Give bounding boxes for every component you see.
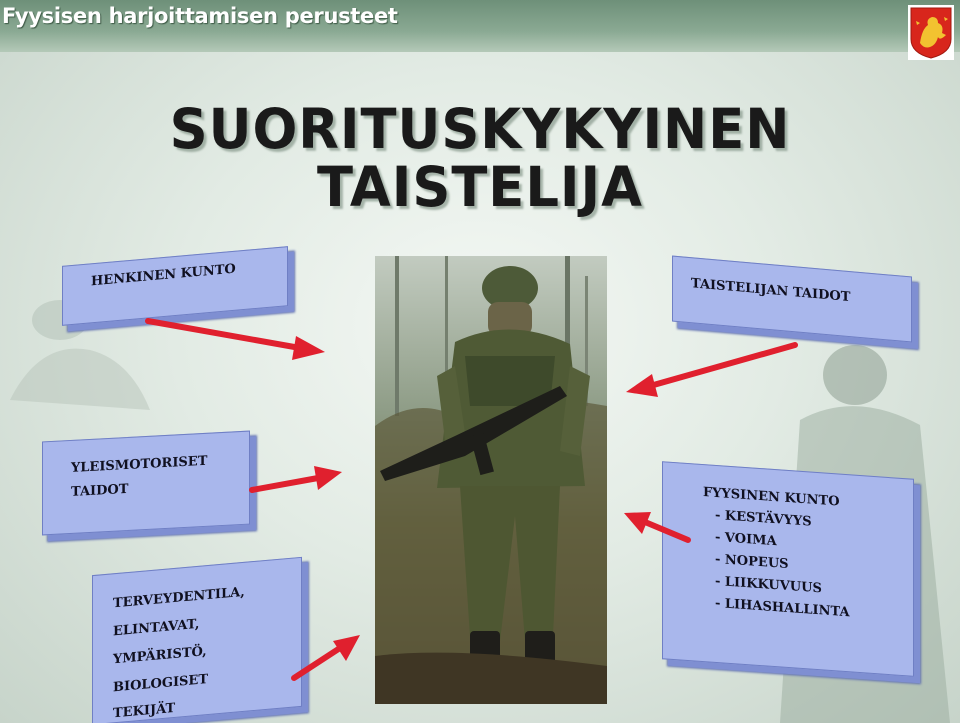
terveys-line3: YMPÄRISTÖ, [113,644,207,668]
terveys-line2: ELINTAVAT, [113,616,200,640]
box-yleismotoriset-line2: TAIDOT [71,481,129,500]
arrow-terveys-icon [294,635,360,678]
terveys-line4: BIOLOGISET [113,672,209,696]
fyysinen-line5: - LIIKKUVUUS [715,573,822,597]
box-taistelijan-taidot-text: TAISTELIJAN TAIDOT [691,276,851,306]
fyysinen-line1: FYYSINEN KUNTO [703,485,840,510]
terveys-line5: TEKIJÄT [113,700,176,722]
box-yleismotoriset-line1: YLEISMOTORISET [71,453,208,476]
fyysinen-line4: - NOPEUS [715,551,789,573]
arrow-yleismotoriset-icon [252,466,342,490]
fyysinen-line6: - LIHASHALLINTA [715,595,850,621]
arrow-taistelijan-icon [626,345,795,397]
arrow-fyysinen-icon [624,512,688,540]
fyysinen-line2: - KESTÄVYYS [715,507,812,530]
box-henkinen-kunto-text: HENKINEN KUNTO [91,261,236,290]
slide-title-line1: SUORITUSKYKYINEN [169,97,791,161]
fyysinen-line3: - VOIMA [715,529,777,550]
arrow-henkinen-icon [148,321,325,360]
slide-title-line2: TAISTELIJA [317,155,643,219]
terveys-line1: TERVEYDENTILA, [113,584,245,612]
header-title: Fyysisen harjoittamisen perusteet [2,4,398,28]
